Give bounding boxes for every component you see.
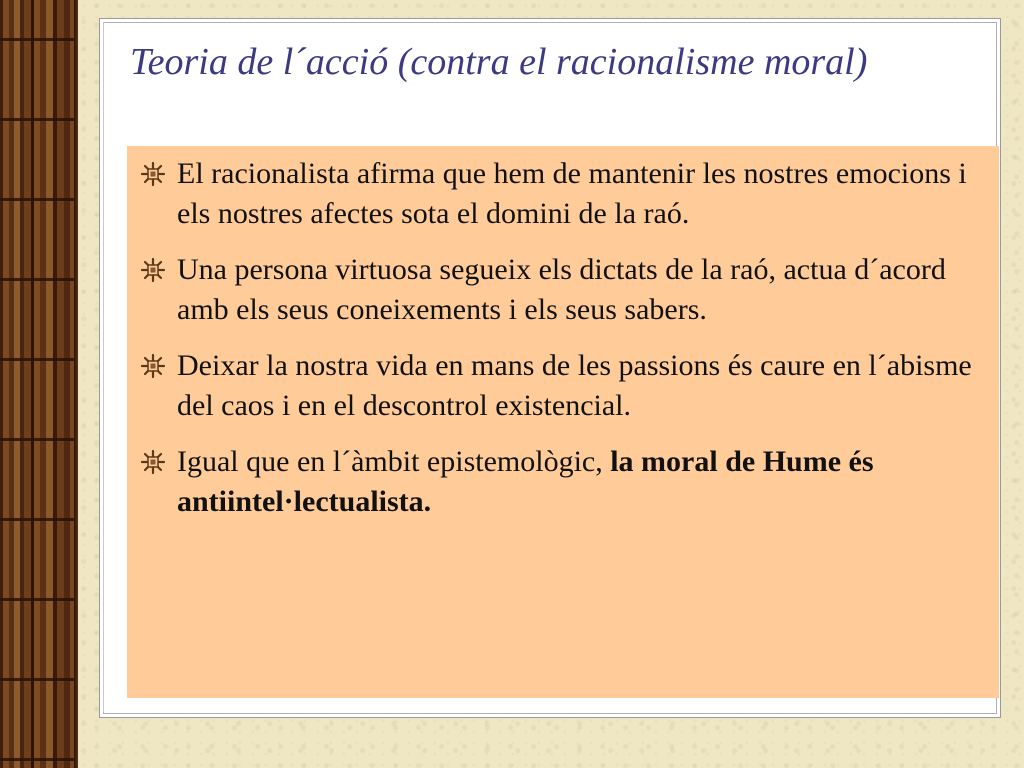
sunburst-bullet-icon [139,352,167,380]
bullet-text: Deixar la nostra vida en mans de les passions és caure en l´abisme del caos i en el descontrol existencial. [177,349,972,422]
content-box [127,146,999,698]
frame-line [103,22,104,712]
bullet-item [135,442,987,522]
wood-side-strip [0,0,78,768]
bullet-list [135,154,987,522]
slide-title: Teoria de l´acció (contra el racionalisme moral) [130,41,868,83]
bullet-item [135,154,987,234]
bullet-text: Igual que en l´àmbit epistemològic, [177,445,611,478]
sunburst-bullet-icon [139,448,167,476]
bullet-item [135,346,987,426]
bullet-text: Una persona virtuosa segueix els dictats de la raó, actua d´acord amb els seus coneixements i els seus sabers. [177,253,946,326]
sunburst-bullet-icon [139,256,167,284]
sunburst-bullet-icon [139,160,167,188]
bullet-bold-text: la moral de Hume és antiintel·lectualista. [177,445,874,518]
bullet-item [135,250,987,330]
bullet-text: El racionalista afirma que hem de mantenir les nostres emocions i els nostres afectes sota el domini de la raó. [177,157,967,230]
